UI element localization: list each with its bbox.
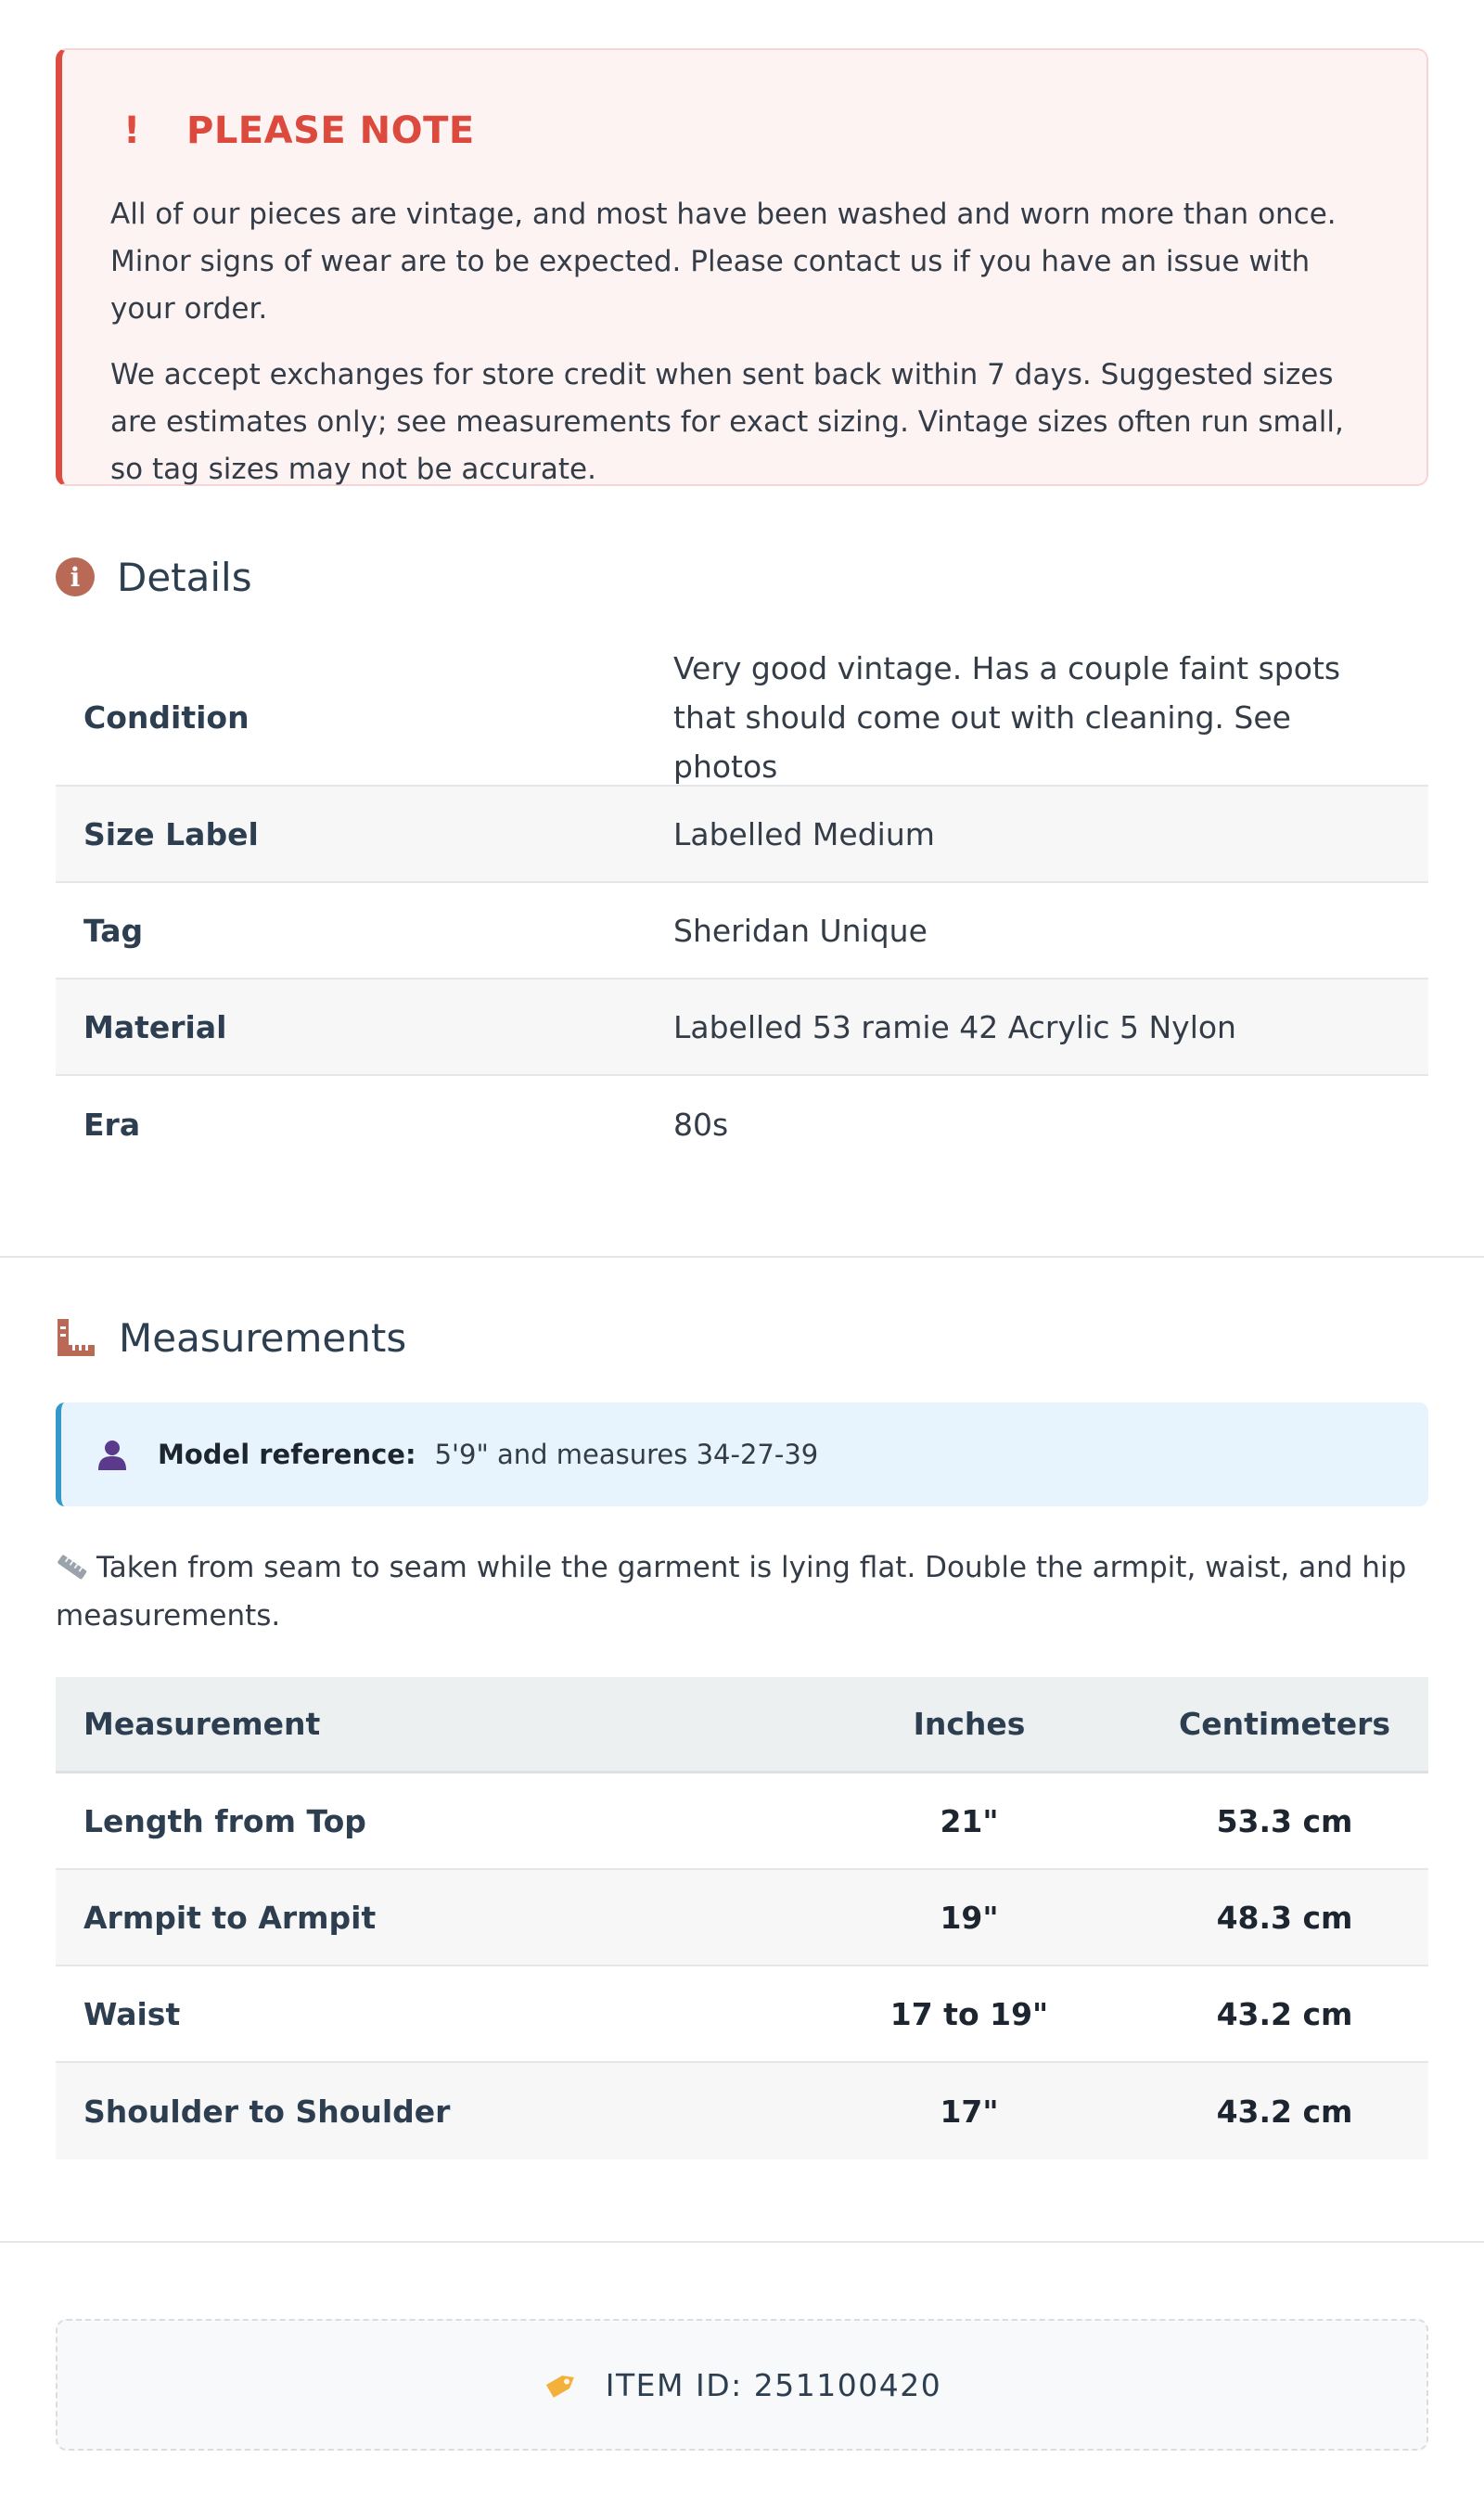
table-header-row <box>56 1677 1428 1774</box>
item-id-label: ITEM ID: 251100420 <box>605 2366 942 2403</box>
model-reference-box <box>56 1402 1428 1506</box>
header-inches: Inches <box>913 1706 1026 1742</box>
measurements-title: Measurements <box>119 1314 407 1361</box>
header-measurement: Measurement <box>83 1706 321 1742</box>
measurement-cm: 53.3 cm <box>1216 1802 1353 1839</box>
details-row-material <box>56 980 1428 1076</box>
table-row <box>56 1870 1428 1966</box>
details-label: Era <box>83 1106 141 1143</box>
details-label: Condition <box>83 698 249 736</box>
details-value: Labelled Medium <box>673 815 935 852</box>
please-note-box <box>56 48 1428 486</box>
measurement-note <box>56 1543 1428 1640</box>
details-row-size-label <box>56 787 1428 883</box>
details-table <box>56 649 1428 1172</box>
details-label: Tag <box>83 912 144 949</box>
details-value: Very good vintage. Has a couple faint spots that should come out with cleaning. See photos <box>673 649 1341 785</box>
measurement-name: Waist <box>83 1995 181 2032</box>
table-row <box>56 2063 1428 2159</box>
item-id-box <box>56 2319 1428 2451</box>
measurement-inches: 21" <box>940 1802 999 1839</box>
details-value: 80s <box>673 1106 729 1143</box>
info-icon: i <box>56 557 95 596</box>
person-icon <box>96 1439 128 1470</box>
measurement-name: Armpit to Armpit <box>83 1899 377 1936</box>
tag-icon <box>543 2368 580 2401</box>
details-row-tag <box>56 883 1428 980</box>
details-label: Material <box>83 1008 227 1045</box>
table-row <box>56 1774 1428 1870</box>
measurement-inches: 17 to 19" <box>889 1995 1049 2032</box>
measurement-note-text: Taken from seam to seam while the garment is lying flat. Double the armpit, waist, and hip measurements. <box>56 1551 1407 1633</box>
section-divider <box>0 2241 1484 2243</box>
details-value: Sheridan Unique <box>673 912 928 949</box>
note-paragraph-1: All of our pieces are vintage, and most have been washed and worn more than once. Minor signs of wear are to be expected. Please contact us if you have an issue with your order. <box>110 198 1337 326</box>
details-title: Details <box>117 554 252 600</box>
section-divider <box>0 1256 1484 1258</box>
exclamation-icon: ! <box>123 109 141 152</box>
note-header <box>110 106 1380 156</box>
ruler-small-icon <box>56 1553 89 1581</box>
measurements-header <box>56 1310 1428 1365</box>
model-reference-label: Model reference: <box>158 1439 416 1470</box>
measurement-inches: 17" <box>940 2093 999 2130</box>
details-header <box>56 549 1428 605</box>
measurement-name: Shoulder to Shoulder <box>83 2093 451 2130</box>
measurement-cm: 43.2 cm <box>1216 1995 1353 2032</box>
model-reference-value: 5'9" and measures 34-27-39 <box>434 1439 819 1470</box>
table-row <box>56 1966 1428 2063</box>
details-value: Labelled 53 ramie 42 Acrylic 5 Nylon <box>673 1008 1236 1045</box>
measurement-name: Length from Top <box>83 1802 366 1839</box>
note-paragraph-2: We accept exchanges for store credit when sent back within 7 days. Suggested sizes are estimates only; see measurements for exact sizing. Vintage sizes often run small, so tag sizes may not be accurate. <box>110 358 1344 486</box>
measurement-inches: 19" <box>940 1899 999 1936</box>
details-row-condition <box>56 649 1428 787</box>
measurement-cm: 48.3 cm <box>1216 1899 1353 1936</box>
header-centimeters: Centimeters <box>1178 1706 1391 1742</box>
ruler-icon <box>56 1317 96 1358</box>
measurements-table <box>56 1677 1428 2159</box>
details-label: Size Label <box>83 815 259 852</box>
note-title: PLEASE NOTE <box>186 109 475 152</box>
details-row-era <box>56 1076 1428 1172</box>
measurement-cm: 43.2 cm <box>1216 2093 1353 2130</box>
